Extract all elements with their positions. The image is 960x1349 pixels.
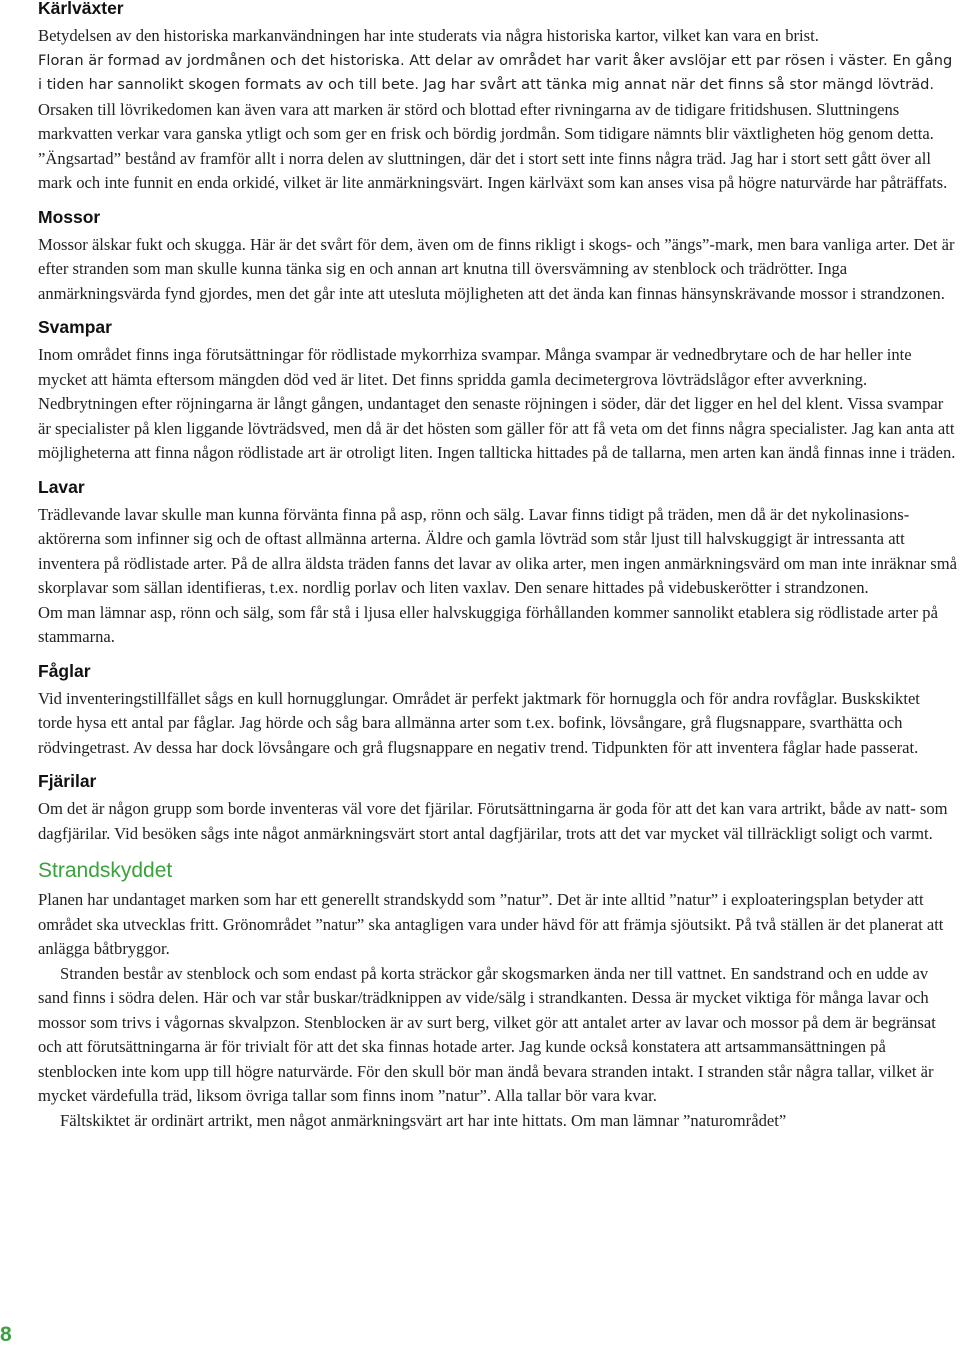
paragraph: Om det är någon grupp som borde inventeras väl vore det fjärilar. Förutsättningarna är goda för att det kan vara artrikt, både av natt- som dagfjärilar. Vid besöken sågs inte något anmärkningsvärt stort antal dagfjärilar, trots att det var mycket väl tillräckligt soligt och varmt.	[38, 799, 948, 843]
heading-svampar: Svampar	[38, 317, 112, 337]
paragraph: Vid inventeringstillfället sågs en kull hornugglungar. Området är perfekt jaktmark för hornuggla och för andra rovfåglar. Buskskiktet torde hysa ett antal par fåglar. Jag hörde och såg bara allmänna arter som t.ex. bofink, lövsångare, grå flugsnappare, svarthätta och rödvingetrast. Av dessa har dock lövsångare och grå flugsnappare en negativ trend. Tidpunkten för att inventera fåglar hade passerat.	[38, 688, 920, 757]
paragraph: Betydelsen av den historiska markanvändningen har inte studerats via några historiska kartor, vilket kan vara en brist.	[38, 26, 819, 45]
paragraph: Fältskiktet är ordinärt artrikt, men något anmärkningsvärt art har inte hittats. Om man lämnar ”naturområdet”	[60, 1110, 787, 1130]
heading-faglar: Fåglar	[38, 660, 91, 681]
paragraph: Mossor älskar fukt och skugga. Här är det svårt för dem, även om de finns rikligt i skogs- och ”ängs”-mark, men bara vanliga arter. Det är efter stranden som man skulle kunna tänka sig en och annan art knutna till översvämning av stenblock och trädrötter. Inga anmärkningsvärda fynd gjordes, men det går inte att utesluta möjligheten att det ända kan finnas hänsynskrävande mossor i strandzonen.	[38, 234, 955, 303]
paragraph: Trädlevande lavar skulle man kunna förvänta finna på asp, rönn och sälg. Lavar finns tidigt på träden, men då är det nykolinasions-aktörerna som infinner sig och de oftast allmänna arterna. Äldre och gamla lövträd som står ljust till halvskuggigt är intressanta att inventera på rödlistade arter. På de allra äldsta träden fanns det lavar av olika arter, men ingen anmärkningsvärd om man inte inräknar små skorplavar som sällan identifieras, t.ex. nordlig porlav och liten vaxlav. Den senare hittades på videbuskerötter i strandzonen.	[38, 504, 958, 597]
page-number: 8	[0, 1323, 12, 1346]
section-fjarilar	[38, 771, 958, 846]
paragraph: Planen har undantaget marken som har ett generellt strandskydd som ”natur”. Det är inte alltid ”natur” i exploateringsplan betyder att området ska utvecklas fritt. Grönområdet ”natur” ska antagligen vara under hävd för att främja sjöutsikt. På två ställen är det planerat att anlägga båtbryggor.	[38, 890, 944, 958]
section-strandskyddet	[38, 858, 958, 1133]
heading-strandskyddet: Strandskyddet	[38, 859, 173, 882]
heading-fjarilar: Fjärilar	[38, 771, 97, 791]
section-faglar	[38, 661, 958, 761]
paragraph: Orsaken till lövrikedomen kan även vara att marken är störd och blottad efter rivningarna av de tidigare fritidshusen. Sluttningens markvatten verkar vara ganska ytligt och som ger en frisk och bördig jordmån. Som tidigare nämnts blir växtligheten hög genom detta. ”Ängsartad” bestånd av framför allt i norra delen av sluttningen, där det i stort sett inte finns några träd. Jag har i stort sett gått över all mark och inte funnit en enda orkidé, vilket är lite anmärkningsvärt. Ingen kärlväxt som kan anses visa på högre naturvärde har påträffats.	[38, 99, 948, 192]
section-karlvaxter	[38, 0, 958, 196]
section-svampar	[38, 317, 958, 466]
heading-karlvaxter: Kärlväxter	[38, 0, 124, 18]
page-content	[38, 0, 958, 1133]
paragraph: Stranden består av stenblock och som endast på korta sträckor går skogsmarken ända ner till vattnet. En sandstrand och en udde av sand finns i södra delen. Här och var står buskar/trädknippen av vide/sälg i strandkanten. Dessa är mycket viktiga för många lavar och mossor som trivs i vågornas skvalpzon. Stenblocken är av surt berg, vilket gör att antalet arter av lavar och mossor på dem är begränsat och att förutsättningarna är för trivialt för att det ska finnas hotade arter. Jag kunde också konstatera att artsammansättningen på stenblocken inte kom upp till högre naturvärde. För den skull bör man ändå bevara stranden intakt. I stranden står några tallar, vilket är mycket värdefulla träd, liksom övriga tallar som finns inom ”natur”. Alla tallar bör vara kvar.	[38, 963, 936, 1105]
heading-lavar: Lavar	[38, 476, 85, 497]
paragraph: Floran är formad av jordmånen och det historiska. Att delar av området har varit åker avslöjar ett par rösen i väster. En gång i tiden har sannolikt skogen formats av och till bete. Jag har svårt att tänka mig annat när det finns så stor mängd lövträd.	[38, 51, 953, 93]
section-lavar	[38, 477, 958, 650]
paragraph: Inom området finns inga förutsättningar för rödlistade mykorrhiza svampar. Många svampar är vednedbrytare och de har heller inte mycket att hämta eftersom mängden död ved är litet. Det finns spridda gamla decimetergrova lövträdslågor efter avverkning. Nedbrytningen efter röjningarna är långt gången, undantaget den senaste röjningen i söder, där det ligger en hel del klent. Vissa svampar är specialister på klen liggande lövträdsved, men då är det hösten som gäller för att få veta om det finns några specialister. Jag kan anta att möjligheterna att finna någon rödlistade art är otroligt liten. Ingen tallticka hittades på de tallarna, men arten kan ändå finnas inne i träden.	[38, 345, 956, 462]
heading-mossor: Mossor	[38, 206, 101, 227]
paragraph: Om man lämnar asp, rönn och sälg, som får stå i ljusa eller halvskuggiga förhållanden kommer sannolikt etablera sig rödlistade arter på stammarna.	[38, 602, 938, 646]
section-mossor	[38, 207, 958, 307]
